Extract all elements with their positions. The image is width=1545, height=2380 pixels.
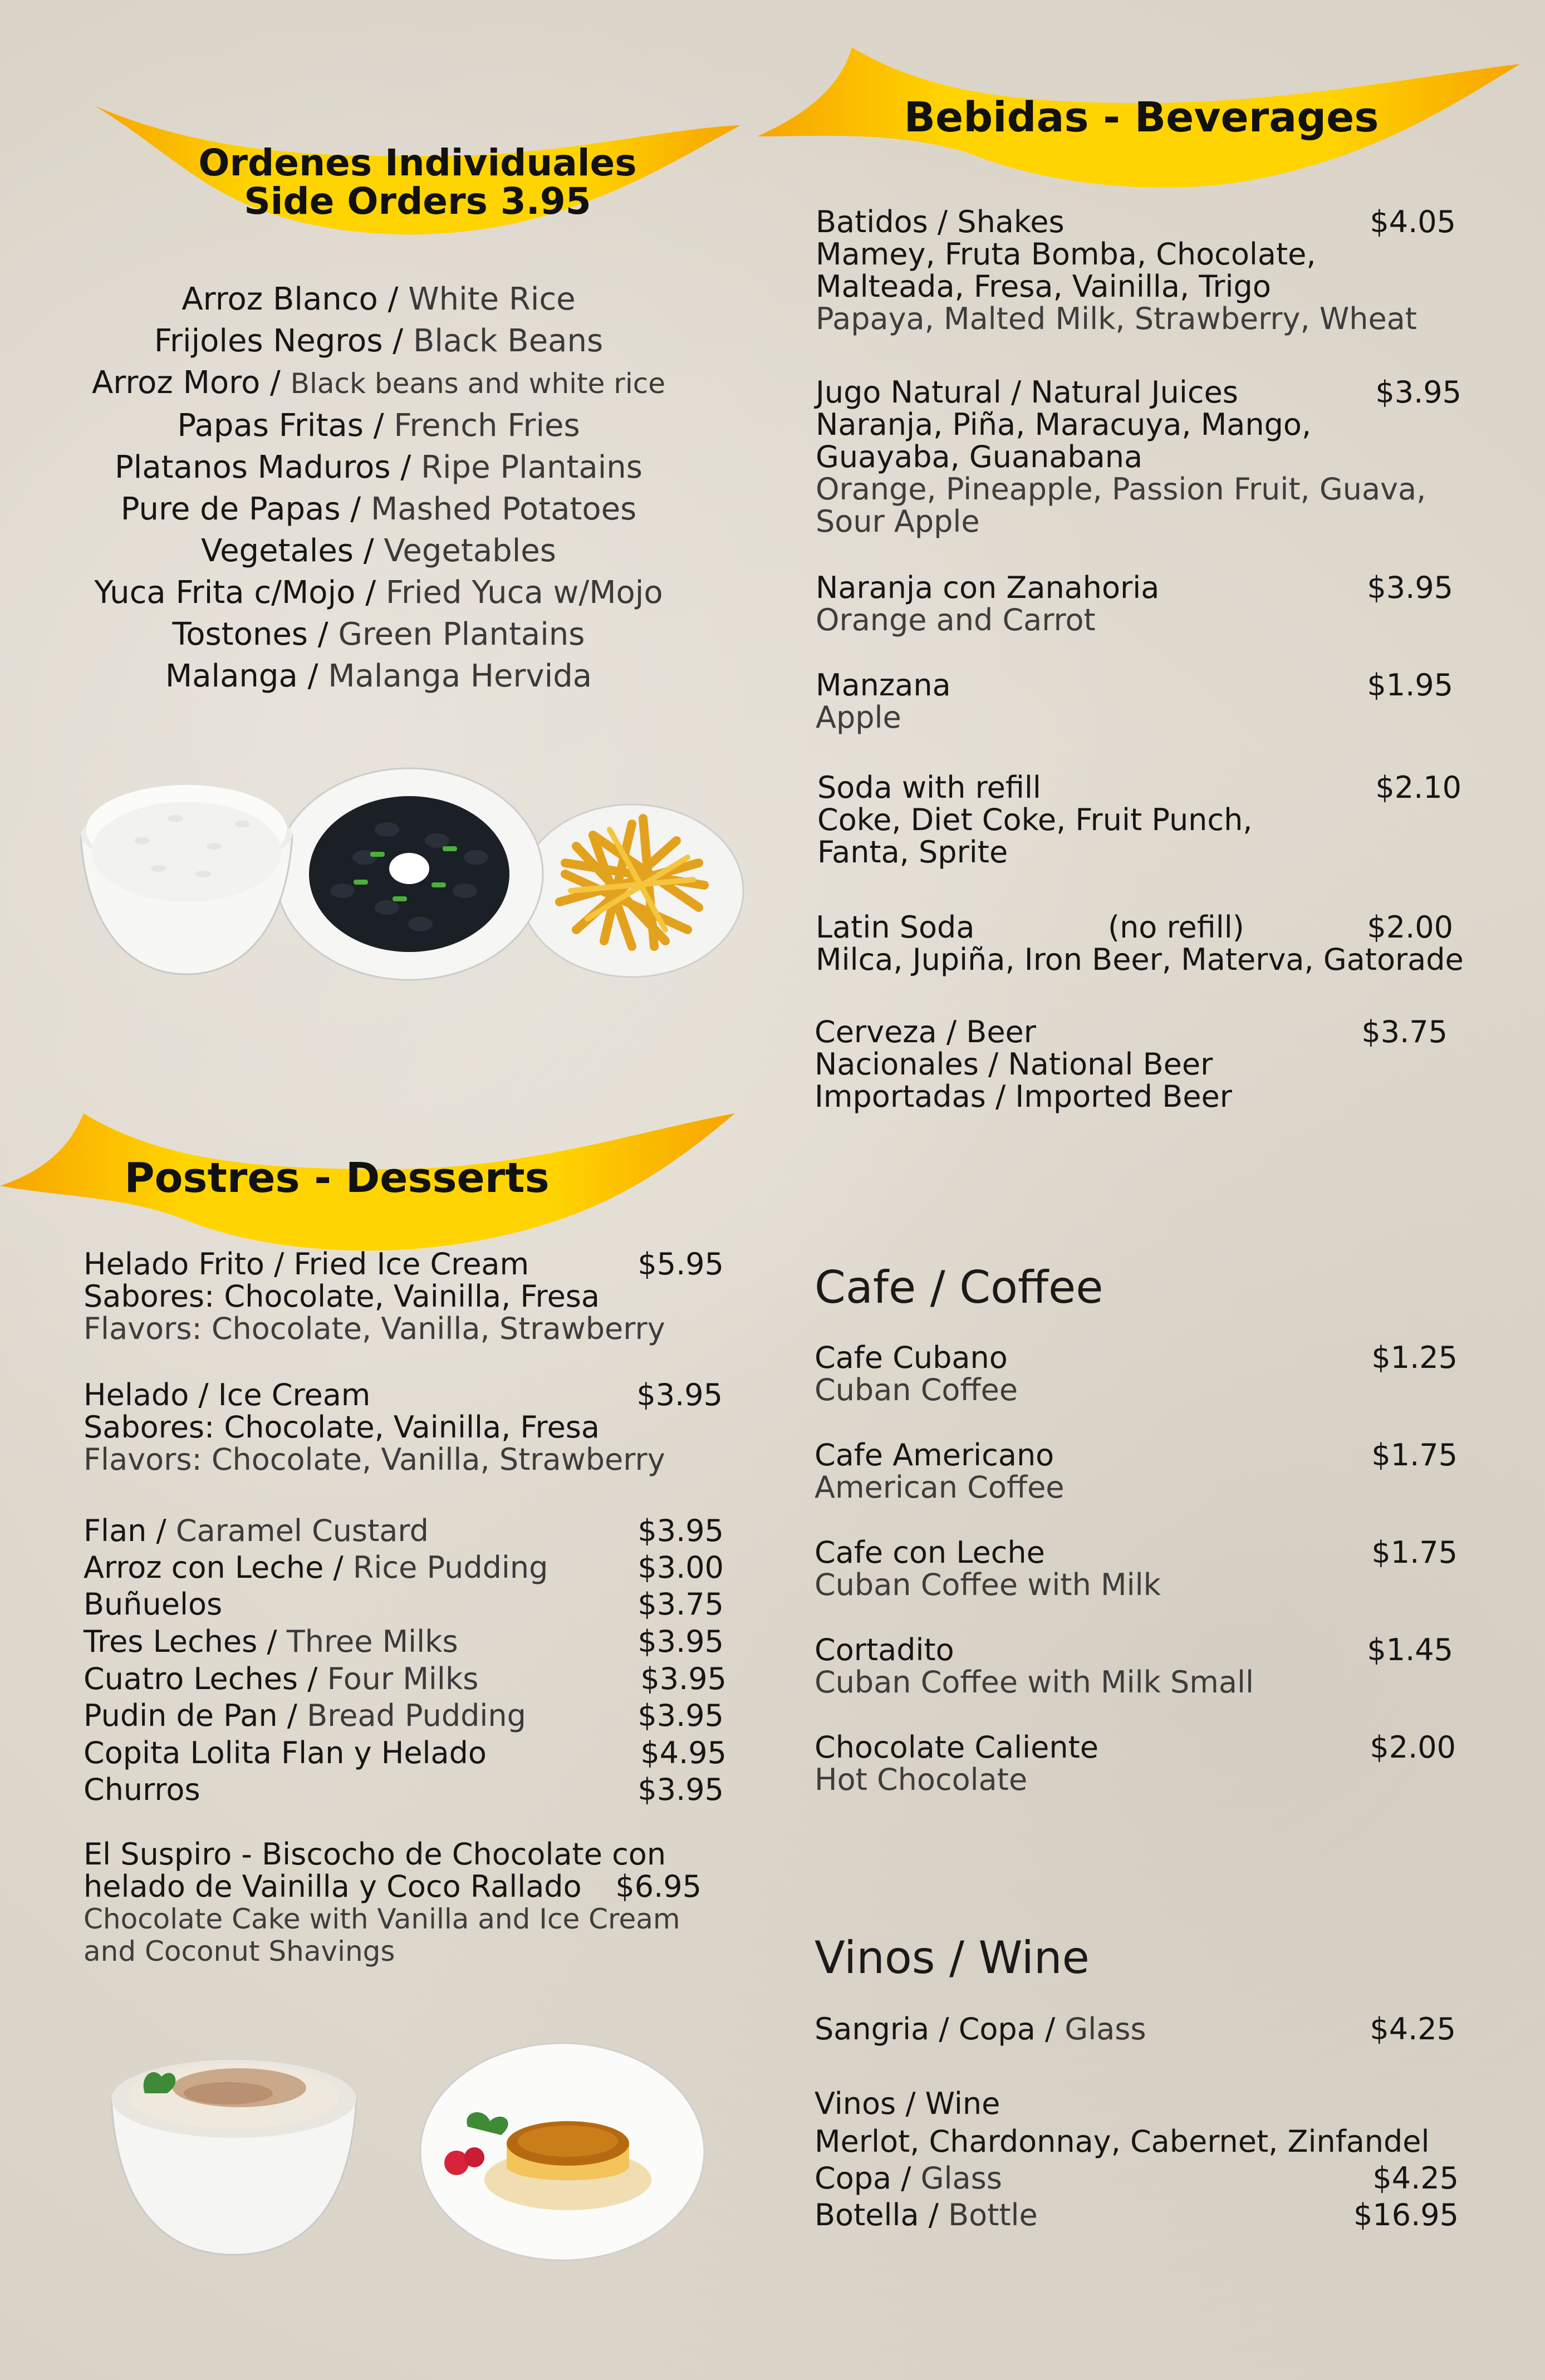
desserts-title: Postres - Desserts [124, 1154, 550, 1202]
beverage-item: Cerveza / Beer $3.75 Nacionales / National Beer Importadas / Imported Beer [815, 1014, 1448, 1114]
desserts-photo [100, 2032, 713, 2266]
banner-line-1: Ordenes Individuales [198, 141, 637, 184]
wine-row: Sangria / Copa / Glass $4.25 [815, 2011, 1456, 2047]
beverages-banner [757, 42, 1526, 198]
dessert-row: Flan / Caramel Custard $3.95 [84, 1513, 724, 1548]
coffee-item: Cafe Americano $1.75 American Coffee [815, 1437, 1458, 1505]
dessert-row: Pudin de Pan / Bread Pudding $3.95 [84, 1698, 724, 1733]
item-price: $3.95 [1367, 570, 1453, 605]
list-item: Pure de Papas / Mashed Potatoes [120, 491, 637, 527]
wine-heading: Vinos / Wine [815, 1932, 1090, 1984]
rice-pudding-bowl [111, 2060, 356, 2255]
item-title: Soda with refill [817, 770, 1041, 805]
side-orders-banner [84, 95, 752, 251]
item-price: $6.95 [615, 1869, 702, 1904]
dessert-item: Helado Frito / Fried Ice Cream $5.95 Sabores: Chocolate, Vainilla, Fresa Flavors: Chocolate, Vanilla, Strawberry [84, 1247, 724, 1346]
beverage-item: Batidos / Shakes $4.05 Mamey, Fruta Bomba, Chocolate, Malteada, Fresa, Vainilla, Trigo Papaya, Malted Milk, Strawberry, Wheat [816, 204, 1456, 336]
dessert-row: Churros $3.95 [84, 1772, 724, 1807]
list-item: Platanos Maduros / Ripe Plantains [115, 449, 642, 485]
item-price: $2.00 [1367, 910, 1453, 945]
beverage-item: Naranja con Zanahoria $3.95 Orange and Carrot [816, 570, 1453, 637]
item-price: $1.95 [1367, 668, 1453, 703]
beverage-item: Latin Soda (no refill) $2.00 Milca, Jupiña, Iron Beer, Materva, Gatorade [816, 910, 1464, 977]
wine-item: Vinos / Wine Merlot, Chardonnay, Cabernet, Zinfandel Copa / Glass $4.25 Botella / Bottle $16.95 [815, 2086, 1459, 2232]
side-orders-list [78, 278, 679, 697]
list-item: Frijoles Negros / Black Beans [154, 323, 604, 359]
item-price: $3.75 [1361, 1014, 1448, 1049]
dessert-row: Arroz con Leche / Rice Pudding $3.00 [84, 1550, 724, 1585]
banner-line-2: Side Orders 3.95 [244, 180, 591, 223]
desserts-illustration [100, 2032, 713, 2266]
dessert-row: Tres Leches / Three Milks $3.95 [84, 1624, 724, 1659]
list-item: Arroz Blanco / White Rice [182, 281, 576, 317]
black-beans-plate [276, 768, 543, 980]
beverage-item: Manzana $1.95 Apple [816, 668, 1453, 735]
list-item: Vegetales / Vegetables [201, 533, 556, 569]
coffee-item: Cafe Cubano $1.25 Cuban Coffee [815, 1340, 1458, 1407]
side-orders-photo [75, 763, 754, 985]
dessert-row: Buñuelos $3.75 [84, 1587, 724, 1622]
side-orders-title [84, 141, 752, 223]
dessert-row: Copita Lolita Flan y Helado $4.95 [84, 1735, 727, 1770]
desserts-banner [0, 1108, 740, 1264]
item-title: Naranja con Zanahoria [816, 570, 1160, 605]
beverage-item: Soda with refill $2.10 Coke, Diet Coke, Fruit Punch, Fanta, Sprite [817, 770, 1461, 870]
item-price: $3.95 [636, 1377, 723, 1412]
item-title: Helado Frito / Fried Ice Cream [84, 1247, 529, 1282]
beverage-item: Jugo Natural / Natural Juices $3.95 Naranja, Piña, Maracuya, Mango, Guayaba, Guanabana Orange, Pineapple, Passion Fruit, Guava, Sour Apple [816, 375, 1461, 539]
coffee-heading: Cafe / Coffee [815, 1262, 1103, 1313]
list-item: Arroz Moro / Black beans and white rice [91, 365, 666, 401]
coffee-item: Cortadito $1.45 Cuban Coffee with Milk Small [815, 1632, 1453, 1700]
item-price: $2.10 [1375, 770, 1461, 805]
item-title: Helado / Ice Cream [84, 1377, 371, 1412]
dessert-row: Cuatro Leches / Four Milks $3.95 [84, 1661, 727, 1696]
item-title: Latin Soda [816, 910, 975, 945]
item-title: Batidos / Shakes [816, 204, 1065, 239]
dessert-item: Helado / Ice Cream $3.95 Sabores: Chocolate, Vainilla, Fresa Flavors: Chocolate, Vanilla, Strawberry [84, 1377, 723, 1477]
item-price: $4.05 [1370, 204, 1456, 239]
dessert-suspiro: El Suspiro - Biscocho de Chocolate con helado de Vainilla y Coco Rallado $6.95 Chocolate Cake with Vanilla and Ice Cream and Coconut Shavings [84, 1837, 702, 1967]
item-price: $3.95 [1375, 375, 1461, 410]
coffee-item: Cafe con Leche $1.75 Cuban Coffee with Milk [815, 1535, 1458, 1602]
list-item: Papas Fritas / French Fries [177, 408, 580, 444]
item-note: (no refill) [1108, 910, 1244, 945]
flan-plate [420, 2043, 704, 2260]
coffee-item: Chocolate Caliente $2.00 Hot Chocolate [815, 1730, 1456, 1797]
list-item: Yuca Frita c/Mojo / Fried Yuca w/Mojo [94, 575, 663, 611]
french-fries-plate [521, 804, 743, 977]
white-rice-bowl [81, 785, 292, 974]
list-item: Malanga / Malanga Hervida [165, 658, 592, 694]
item-title: Manzana [816, 668, 951, 703]
item-price: $5.95 [637, 1247, 724, 1282]
beverages-title: Bebidas - Beverages [904, 94, 1379, 141]
side-dishes-illustration [75, 763, 754, 985]
item-title: Jugo Natural / Natural Juices [816, 375, 1238, 410]
item-title: Cerveza / Beer [815, 1014, 1036, 1049]
list-item: Tostones / Green Plantains [172, 616, 585, 652]
